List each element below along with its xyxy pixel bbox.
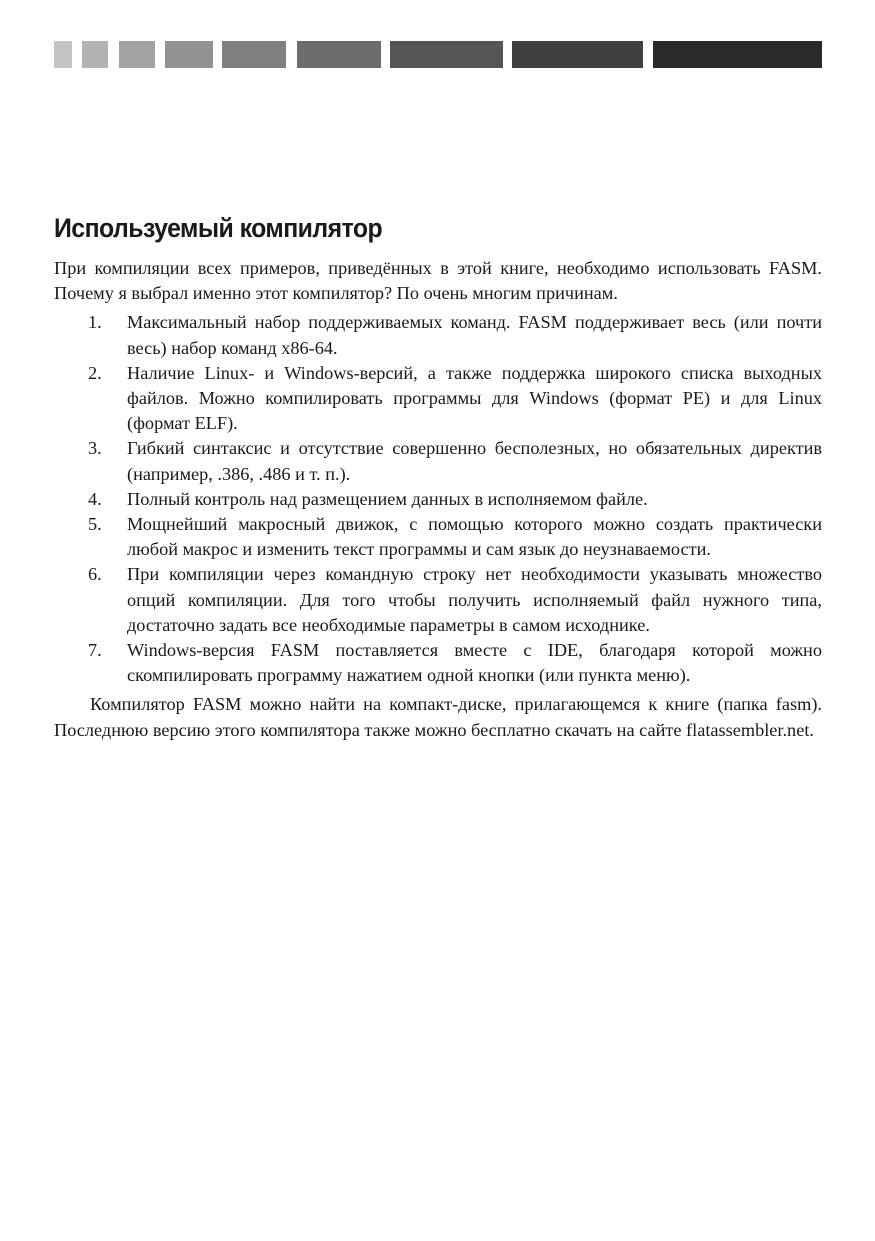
- closing-paragraph: Компилятор FASM можно найти на компакт-диске, прилагающемся к книге (папка fasm). Последнюю версию этого компилятора также можно бесплатно скачать на сайте flatassembler.net.: [54, 694, 822, 740]
- list-item-text: Windows-версия FASM поставляется вместе с IDE, благодаря которой можно скомпилировать программу нажатием одной кнопки (или пункта меню).: [127, 640, 822, 686]
- header-bar-segment: [82, 41, 108, 68]
- list-item-text: Гибкий синтаксис и отсутствие совершенно бесполезных, но обязательных директив (например, .386, .486 и т. п.).: [127, 438, 822, 484]
- header-bar-segment: [165, 41, 213, 68]
- feature-list: [54, 310, 822, 688]
- list-item-number: 7.: [88, 640, 102, 661]
- list-item-number: 2.: [88, 362, 102, 383]
- list-item: [54, 310, 822, 360]
- list-item-number: 1.: [88, 312, 102, 333]
- list-item-text: Полный контроль над размещением данных в исполняемом файле.: [127, 488, 648, 509]
- page-content: [54, 210, 822, 743]
- section-title: Используемый компилятор: [54, 213, 383, 243]
- list-item-text: При компиляции через командную строку нет необходимости указывать множество опций компиляции. Для того чтобы получить исполняемый файл нужного типа, достаточно задать все необходимые параметры в самом исходнике.: [127, 564, 822, 635]
- list-item: [54, 487, 822, 512]
- header-bar-segment: [653, 41, 822, 68]
- list-item: [54, 436, 822, 486]
- decorative-header-bar: [54, 41, 822, 68]
- intro-paragraph: При компиляции всех примеров, приведённых в этой книге, необходимо использовать FASM. Почему я выбрал именно этот компилятор? По очень многим причинам.: [54, 258, 822, 304]
- list-item: [54, 361, 822, 437]
- list-item-number: 6.: [88, 564, 102, 585]
- header-bar-segment: [297, 41, 381, 68]
- header-bar-segment: [390, 41, 503, 68]
- list-item-number: 4.: [88, 488, 102, 509]
- list-item-text: Мощнейший макросный движок, с помощью которого можно создать практически любой макрос и изменить текст программы и сам язык до неузнаваемости.: [127, 514, 822, 560]
- header-bar-segment: [222, 41, 286, 68]
- list-item-text: Максимальный набор поддерживаемых команд. FASM поддерживает весь (или почти весь) набор команд x86-64.: [127, 312, 822, 358]
- list-item-text: Наличие Linux- и Windows-версий, а также поддержка широкого списка выходных файлов. Можно компилировать программы для Windows (формат PE) и для Linux (формат ELF).: [127, 362, 822, 434]
- list-item: [54, 562, 822, 638]
- list-item-number: 3.: [88, 438, 102, 459]
- header-bar-segment: [512, 41, 643, 68]
- list-item-number: 5.: [88, 514, 102, 535]
- header-bar-segment: [54, 41, 72, 68]
- list-item: [54, 512, 822, 562]
- header-bar-segment: [119, 41, 155, 68]
- list-item: [54, 638, 822, 688]
